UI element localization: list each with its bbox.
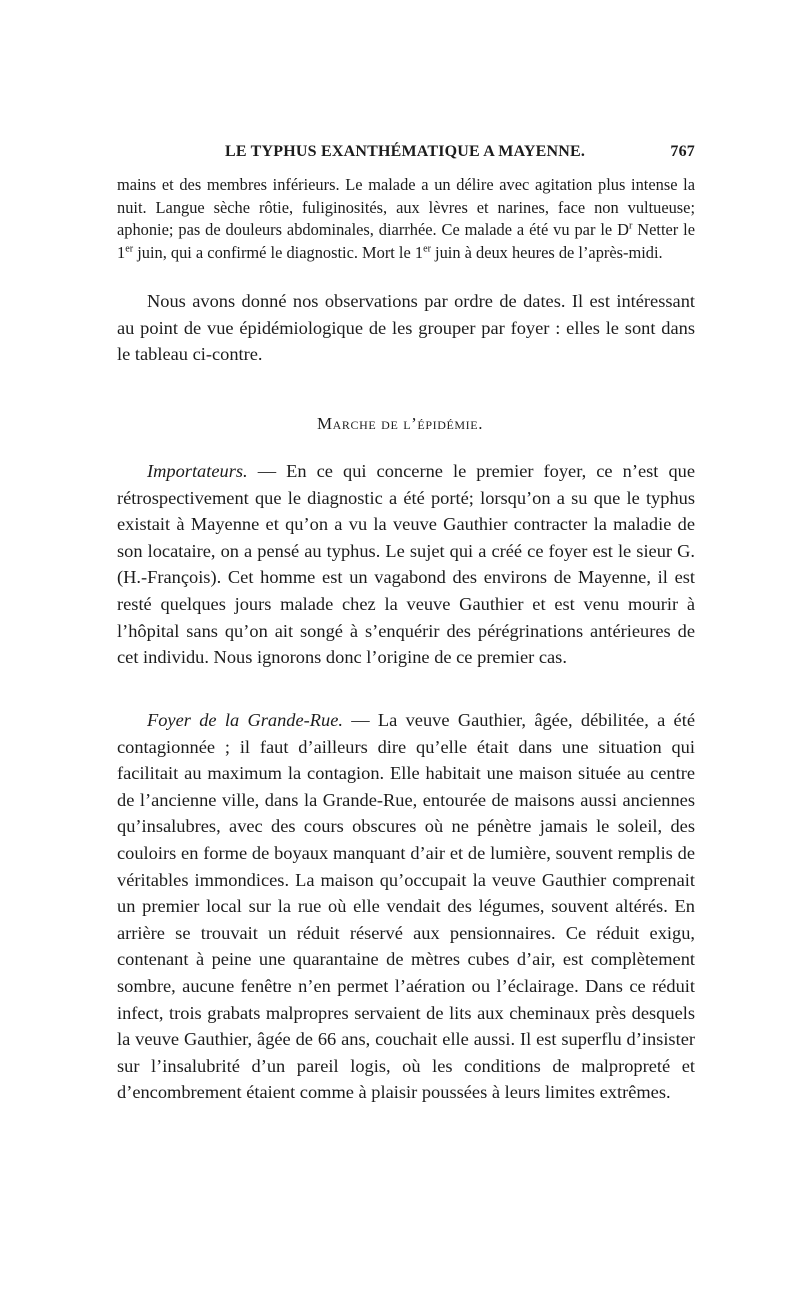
carryover-text-2: Netter le 1 (117, 220, 695, 262)
section-heading: Marche de l’épidémie. (316, 414, 484, 433)
foyer-text: — La veuve Gauthier, âgée, débilitée, a été contagionnée ; il faut d’ailleurs dire qu’elle était dans une situation qui facilitait au maximum la contagion. Elle habitait une maison située au centre de l’ancienne ville, dans la Grande-Rue, entourée de maisons aussi anciennes qu’insalubres, avec des cours obscures où ne pénètre jamais le soleil, des couloirs en forme de boyaux manquant d’air et de lumière, souvent remplis de véritables immondices. La maison qu’occupait la veuve Gauthier comprenait un premier local sur la rue où elle vendait des légumes, souvent altérés. En arrière se trouvait un réduit réservé aux pensionnaires. Ce réduit exigu, contenant à peine une quarantaine de mètres cubes d’air, est complètement sombre, aucune fenêtre n’en permet l’aération ou l’éclairage. Dans ce réduit infect, trois grabats malpropres servaient de lits aux cheminaux près desquels la veuve Gauthier, âgée de 66 ans, couchait elle aussi. Il est superflu d’insister sur l’insalubrité d’un pareil logis, où les conditions de malpropreté et d’encombrement étaient comme à plaisir poussées à leurs limites extrêmes. (117, 710, 695, 1103)
importateurs-lead: Importateurs. (147, 461, 248, 481)
paragraph-carryover (117, 174, 695, 264)
superscript-2: er (423, 243, 431, 255)
carryover-text-4: juin à deux heures de l’après-midi. (430, 242, 663, 262)
paragraph-importateurs (117, 458, 695, 671)
page-number: 767 (670, 143, 695, 160)
superscript-dr: r (628, 220, 633, 232)
foyer-lead: Foyer de la Grande-Rue. (147, 710, 343, 730)
superscript-1: er (125, 243, 134, 255)
carryover-text-1: mains et des membres inférieurs. Le malade a un délire avec agitation plus intense la nuit. Langue sèche rôtie, fuliginosités, aux lèvres et narines, face non vultueuse; aphonie; pas de douleurs abdominales, diarrhée. Ce malade a été vu par le D (117, 175, 695, 240)
running-head-title: LE TYPHUS EXANTHÉMATIQUE A MAYENNE. (225, 143, 586, 160)
importateurs-text: — En ce qui concerne le premier foyer, ce n’est que rétrospectivement que le diagnostic a été porté; lorsqu’on a su que le typhus existait à Mayenne et qu’on a vu la veuve Gauthier contracter la maladie de son locataire, on a pensé au typhus. Le sujet qui a créé ce foyer est le sieur G. (H.-François). Cet homme est un vagabond des environs de Mayenne, il est resté quelques jours malade chez la veuve Gauthier et est venu mourir à l’hôpital sans qu’on ait songé à s’enquérir des pérégrinations antérieures de cet individu. Nous ignorons donc l’origine de ce premier cas. (117, 461, 695, 668)
paragraph-foyer-grande-rue (117, 707, 695, 1106)
carryover-text-3: juin, qui a confirmé le diagnostic. Mort le 1 (133, 242, 424, 262)
paragraph-observations: Nous avons donné nos observations par ordre de dates. Il est intéressant au point de vue épidémiologique de les grouper par foyer : elles le sont dans le tableau ci-contre. (117, 291, 695, 365)
running-head (117, 143, 695, 169)
